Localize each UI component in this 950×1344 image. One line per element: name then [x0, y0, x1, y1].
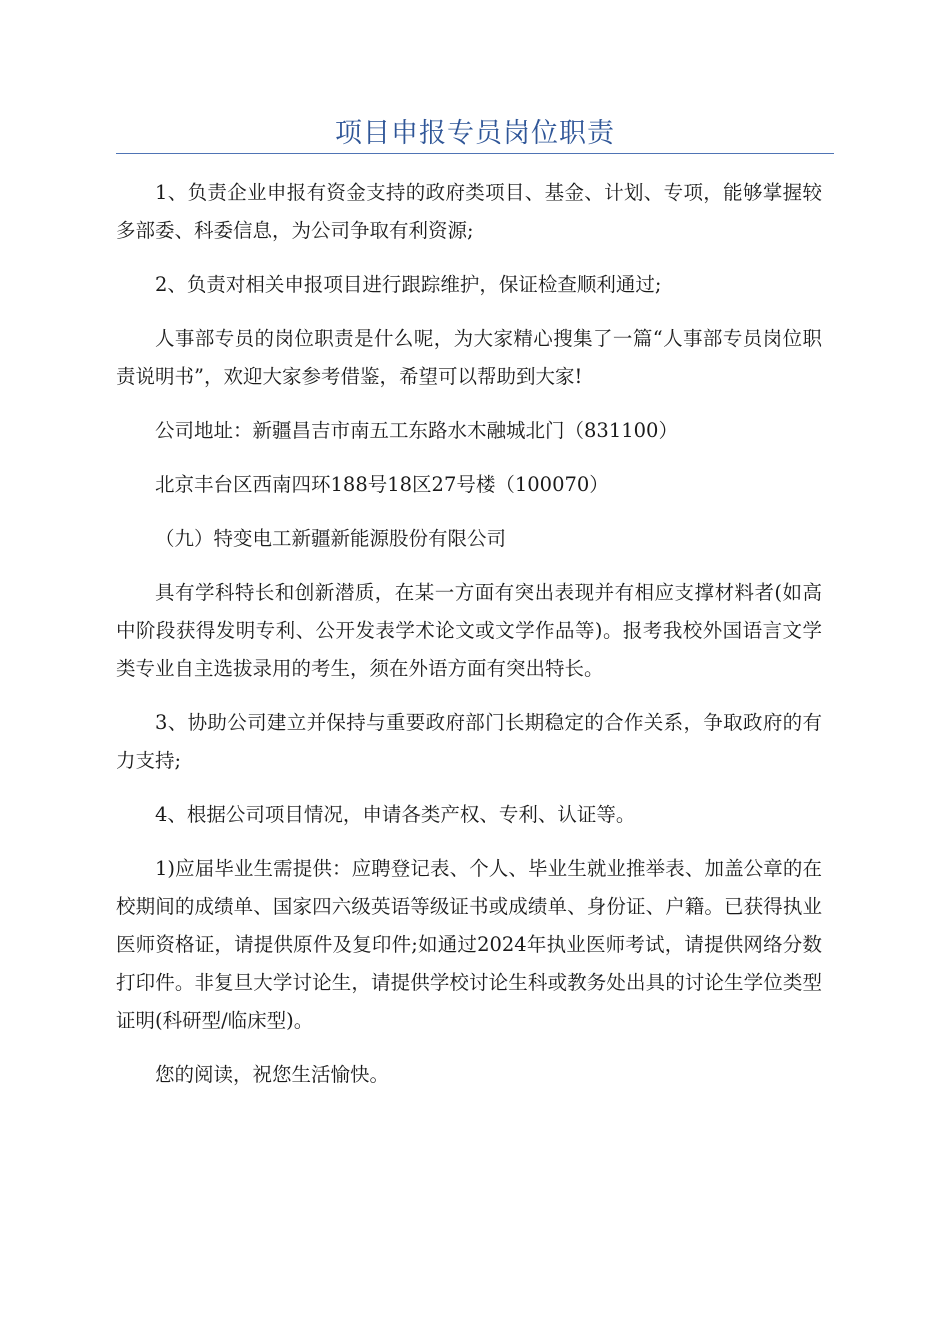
paragraph: 1、负责企业申报有资金支持的政府类项目、基金、计划、专项，能够掌握较多部委、科委信息，为公司争取有利资源; — [116, 181, 822, 242]
paragraph: 公司地址：新疆昌吉市南五工东路水木融城北门（831100） — [155, 419, 678, 442]
paragraph: 您的阅读，祝您生活愉快。 — [155, 1063, 390, 1086]
document-body — [116, 174, 822, 1110]
paragraph: （九）特变电工新疆新能源股份有限公司 — [155, 527, 507, 550]
title-underline — [116, 153, 834, 154]
paragraph: 具有学科特长和创新潜质，在某一方面有突出表现并有相应支撑材料者(如高中阶段获得发明专利、公开发表学术论文或文学作品等)。报考我校外国语言文学类专业自主选拔录用的考生，须在外语方面有突出特长。 — [116, 581, 822, 680]
paragraph: 4、根据公司项目情况，申请各类产权、专利、认证等。 — [155, 803, 636, 826]
paragraph: 3、协助公司建立并保持与重要政府部门长期稳定的合作关系，争取政府的有力支持; — [116, 711, 822, 772]
document-title: 项目申报专员岗位职责 — [335, 118, 615, 149]
paragraph: 北京丰台区西南四环188号18区27号楼（100070） — [155, 473, 609, 496]
paragraph: 1)应届毕业生需提供：应聘登记表、个人、毕业生就业推举表、加盖公章的在校期间的成绩单、国家四六级英语等级证书或成绩单、身份证、户籍。已获得执业医师资格证，请提供原件及复印件;如通过2024年执业医师考试，请提供网络分数打印件。非复旦大学讨论生，请提供学校讨论生科或教务处出具的讨论生学位类型证明(科研型/临床型)。 — [116, 857, 822, 1032]
paragraph: 2、负责对相关申报项目进行跟踪维护，保证检查顺利通过; — [155, 273, 662, 296]
paragraph: 人事部专员的岗位职责是什么呢，为大家精心搜集了一篇“人事部专员岗位职责说明书”，欢迎大家参考借鉴，希望可以帮助到大家! — [116, 327, 822, 388]
